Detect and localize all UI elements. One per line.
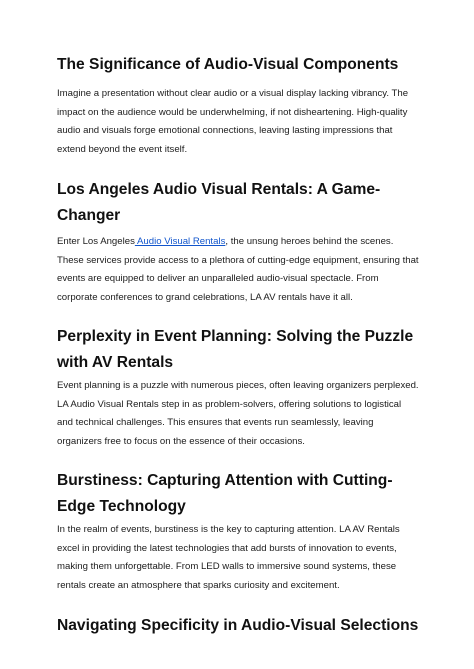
article-content bbox=[57, 52, 419, 639]
section-heading: The Significance of Audio-Visual Components bbox=[57, 56, 399, 73]
section-heading: Perplexity in Event Planning: Solving the Puzzle with AV Rentals bbox=[57, 328, 414, 371]
section-paragraph: In the realm of events, burstiness is the key to capturing attention. LA AV Rentals excel in providing the latest technologies that add bursts of innovation to events, making them unforgettable. From LED walls to immersive sound systems, these rentals create an atmosphere that sparks curiosity and excitement. bbox=[57, 524, 400, 591]
paragraph-text-before-link: Enter Los Angeles bbox=[57, 236, 135, 247]
section-heading: Navigating Specificity in Audio-Visual Selections bbox=[57, 617, 419, 634]
section-significance bbox=[57, 52, 419, 159]
section-heading: Los Angeles Audio Visual Rentals: A Game-Changer bbox=[57, 181, 381, 224]
section-la-av-rentals bbox=[57, 177, 419, 307]
paragraph-text-after-link: , the unsung heroes behind the scenes. These services provide access to a plethora of cutting-edge equipment, ensuring that events are equipped to deliver an unparalleled audio-visual spectacle. From corporate conferences to grand celebrations, LA AV rentals have it all. bbox=[57, 236, 419, 303]
section-specificity bbox=[57, 613, 419, 639]
section-burstiness bbox=[57, 468, 419, 595]
section-heading: Burstiness: Capturing Attention with Cutting-Edge Technology bbox=[57, 472, 393, 515]
audio-visual-rentals-link[interactable]: Audio Visual Rentals bbox=[134, 236, 226, 247]
section-paragraph: Imagine a presentation without clear audio or a visual display lacking vibrancy. The impact on the audience would be underwhelming, if not disheartening. High-quality audio and visuals forge emotional connections, leaving lasting impressions that extend beyond the event itself. bbox=[57, 88, 409, 155]
section-perplexity bbox=[57, 324, 419, 451]
section-paragraph: Event planning is a puzzle with numerous pieces, often leaving organizers perplexed. LA Audio Visual Rentals step in as problem-solvers, offering solutions to logistical and technical challenges. This ensures that events run seamlessly, leaving organizers free to focus on the essence of their occasions. bbox=[57, 380, 419, 447]
section-paragraph bbox=[57, 233, 419, 307]
